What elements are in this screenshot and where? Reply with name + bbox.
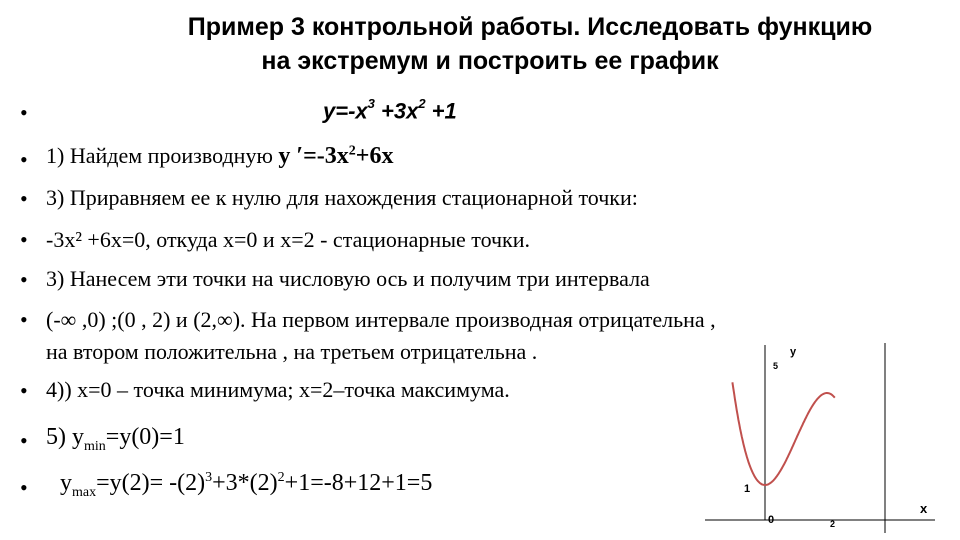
function-graph — [700, 335, 940, 535]
tick-label-1: 1 — [744, 483, 751, 495]
y-axis-label: y — [790, 346, 797, 358]
bullet-marker: • — [20, 100, 28, 125]
x-axis-label: x — [920, 501, 928, 516]
step-extremum: 4)) x=0 – точка минимума; x=2–точка максимума. — [46, 377, 510, 402]
tick-label-0: 0 — [768, 514, 775, 526]
tick-label-5: 5 — [773, 361, 779, 371]
bullet-marker: • — [20, 267, 28, 292]
slide-title — [40, 10, 960, 78]
function-formula: $y=-x^3 +3x^2 +1$ — [323, 96, 457, 124]
bullet-marker: • — [20, 475, 28, 500]
bullet-marker: • — [20, 227, 28, 252]
bullet-marker: • — [20, 147, 28, 172]
title-line-2: на экстремум и построить ее график — [261, 47, 719, 75]
bullet-marker: • — [20, 186, 28, 211]
step-signs-line-1: (-∞ ,0) ;(0 , 2) и (2,∞). На первом интервале производная отрицательна , — [46, 307, 716, 332]
step-intervals: 3) Нанесем эти точки на числовую ось и получим три интервала — [46, 266, 650, 291]
step-stationary-points: -3x² +6x=0, откуда x=0 и x=2 - стационарные точки. — [46, 227, 531, 252]
title-line-1: Пример 3 контрольной работы. Исследовать функцию — [187, 13, 873, 41]
bullet-marker: • — [20, 307, 28, 332]
step-signs-line-2: на втором положительна , на третьем отрицательна . — [46, 339, 538, 364]
step-equate-zero: 3) Приравняем ее к нулю для нахождения стационарной точки: — [46, 185, 638, 210]
function-curve — [732, 382, 834, 485]
bullet-marker: • — [20, 378, 28, 403]
tick-label-2: 2 — [830, 519, 836, 529]
bullet-marker: • — [20, 428, 28, 453]
step-derivative: 1) Найдем производную y $'=-3x^2+6x$ — [46, 143, 394, 169]
step-ymin: 5) $y_{min}=y(0)=1$ — [46, 424, 185, 454]
step-ymax: $y_{max}=y(2)= -(2)^3+3*(2)^2+1=-8+12+1=5$ — [60, 470, 433, 500]
